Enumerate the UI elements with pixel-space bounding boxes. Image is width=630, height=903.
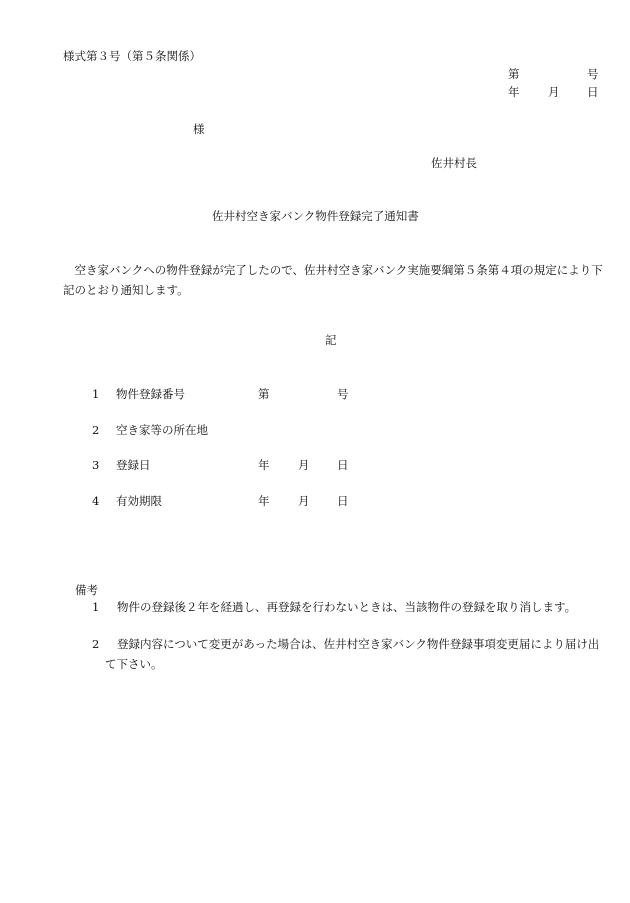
item-label-registration-date: 登録日 — [116, 458, 151, 472]
date-day: 日 — [587, 85, 599, 99]
form-label: 様式第３号（第５条関係） — [63, 49, 201, 63]
note-text: 登録内容について変更があった場合は、佐井村空き家バンク物件登録事項変更届により届け出て下さい。 — [105, 637, 600, 671]
ki-label: 記 — [325, 333, 337, 347]
item-label-registration-number: 物件登録番号 — [116, 387, 185, 401]
expiry-day: 日 — [337, 494, 349, 508]
registration-number-suffix: 号 — [337, 387, 349, 401]
expiry-month: 月 — [298, 494, 310, 508]
date-year: 年 — [508, 85, 520, 99]
body-text: 空き家バンクへの物件登録が完了したので、佐井村空き家バンク実施要綱第５条第４項の規定により下記のとおり通知します。 — [63, 263, 603, 297]
expiry-year: 年 — [258, 494, 270, 508]
note-number: 2 — [92, 637, 100, 651]
registration-date-month: 月 — [298, 458, 310, 472]
item-number: 4 — [92, 494, 100, 508]
item-number: 2 — [92, 423, 100, 437]
recipient-honorific: 様 — [193, 122, 205, 136]
registration-number-prefix: 第 — [258, 387, 270, 401]
registration-date-day: 日 — [337, 458, 349, 472]
doc-number-prefix: 第 — [508, 67, 520, 81]
item-label-location: 空き家等の所在地 — [116, 423, 208, 437]
document-title: 佐井村空き家バンク物件登録完了通知書 — [212, 209, 419, 223]
item-label-expiry: 有効期限 — [116, 494, 162, 508]
item-number: 1 — [92, 387, 100, 401]
doc-number-suffix: 号 — [587, 67, 599, 81]
item-number: 3 — [92, 458, 100, 472]
date-month: 月 — [548, 85, 560, 99]
note-number: 1 — [92, 600, 100, 614]
note-text: 物件の登録後２年を経過し、再登録を行わないときは、当該物件の登録を取り消します。 — [117, 600, 577, 614]
notes-heading: 備考 — [75, 583, 98, 597]
registration-date-year: 年 — [258, 458, 270, 472]
sender-name: 佐井村長 — [431, 156, 477, 170]
